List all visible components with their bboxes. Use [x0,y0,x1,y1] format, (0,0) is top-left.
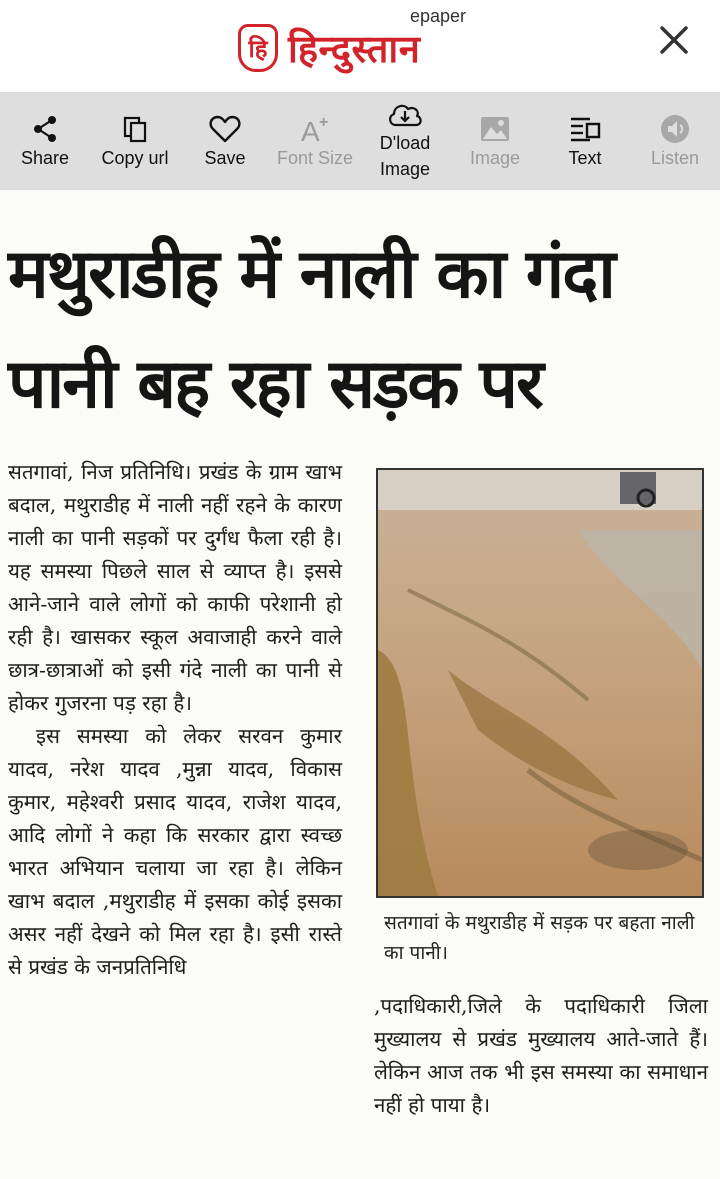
svg-text:A: A [301,116,320,145]
article-paragraph: ,पदाधिकारी,जिले के पदाधिकारी जिला मुख्यालय से प्रखंड मुख्यालय आते-जाते हैं। लेकिन आज तक भी इस समस्या का समाधान नहीं हो पाया है। [374,994,708,1117]
article-paragraph: इस समस्या को लेकर सरवन कुमार यादव, नरेश यादव ,मुन्ना यादव, विकास कुमार, महेश्वरी प्रसाद यादव, राजेश यादव, आदि लोगों ने कहा कि सरकार द्वारा स्वच्छ भारत अभियान चलाया जा रहा है। लेकिन खाभ बदाल ,मथुराडीह में इसका कोई इसका असर नहीं देखने को मिल रहा है। इसी रास्ते से प्रखंड के जनप्रतिनिधि [8,724,342,979]
news-photo [376,468,704,898]
epaper-label: epaper [410,6,467,26]
close-button[interactable] [654,18,694,62]
image-label: Image [469,148,521,168]
font-size-icon [299,113,331,145]
copy-url-label: Copy url [101,148,169,168]
article-paragraph: सतगावां, निज प्रतिनिधि। प्रखंड के ग्राम खाभ बदाल, मथुराडीह में नाली नहीं रहने के कारण नाली का पानी सड़कों पर दुर्गंध फैला रही है। यह समस्या पिछले साल से व्याप्त है। इससे आने-जाने वाले लोगों को काफी परेशानी हो रही है। खासकर स्कूल अवाजाही करने वाले छात्र-छात्राओं को इसी गंदे नाली का पानी से होकर गुजरना पड़ रहा है। [8,460,342,715]
article-left-column [8,456,342,984]
listen-label: Listen [650,148,700,168]
share-icon [30,114,60,144]
font-size-button[interactable] [270,92,360,190]
article-right-column [374,990,708,1122]
download-cloud-icon [386,101,424,129]
text-icon [568,114,602,144]
share-button[interactable] [0,92,90,190]
font-size-label: Font Size [276,148,354,168]
copy-icon [120,114,150,144]
flooded-road-image [378,470,702,896]
copy-url-button[interactable] [90,92,180,190]
save-button[interactable] [180,92,270,190]
svg-text:+: + [319,114,329,131]
logo-badge: हि [238,24,278,72]
heart-icon [209,114,241,144]
photo-caption: सतगावां के मथुराडीह में सड़क पर बहता नाली का पानी। [384,912,695,964]
text-button[interactable] [540,92,630,190]
image-icon [479,115,511,143]
listen-button[interactable] [630,92,720,190]
share-label: Share [20,148,70,168]
brand-name: हिन्दुस्तान [288,27,421,71]
text-label: Text [568,148,602,168]
app-header [0,0,720,90]
save-label: Save [204,148,246,168]
speaker-icon [659,113,691,145]
article-clipping [0,190,720,1179]
article-headline: मथुराडीह में नाली का गंदा पानी बह रहा सड़क पर [8,235,614,424]
image-button[interactable] [450,92,540,190]
download-image-button[interactable] [360,92,450,190]
download-image-label: D'load Image [379,133,431,179]
hindustan-logo [238,22,420,74]
close-icon [658,24,690,56]
article-toolbar [0,92,720,190]
